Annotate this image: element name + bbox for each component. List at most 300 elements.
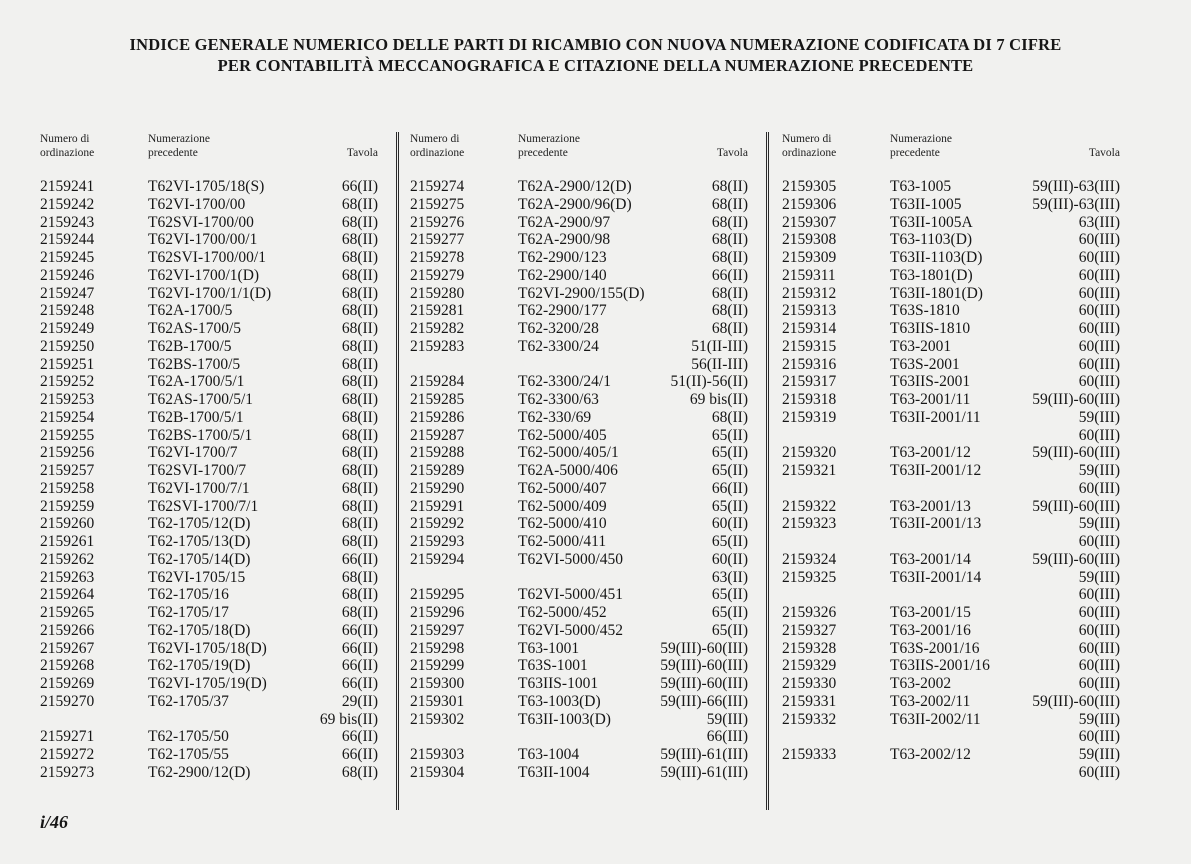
title-line-1: INDICE GENERALE NUMERICO DELLE PARTI DI RICAMBIO CON NUOVA NUMERAZIONE CODIFICATA DI 7 CIFRE: [129, 35, 1062, 54]
previous-number: T62SVI-1700/7: [148, 462, 247, 479]
order-number: 2159241: [40, 178, 95, 195]
tavola-ref: 59(III)-61(III): [660, 746, 748, 763]
table-row: [410, 569, 748, 587]
tavola-ref: 59(III)-60(III): [660, 675, 748, 692]
tavola-ref: 60(III): [1078, 586, 1120, 604]
table-row: [410, 231, 748, 249]
tavola-ref: 60(III): [1078, 373, 1120, 391]
tavola-ref: 66(II): [711, 266, 748, 284]
order-number: 2159267: [40, 639, 95, 657]
tavola-ref: 60(III): [1078, 479, 1120, 497]
table-row: [40, 302, 378, 320]
previous-number: T63IIS-1810: [890, 320, 971, 337]
tavola-ref: 59(III)-60(III): [660, 657, 748, 675]
previous-number: T63-2001/15: [890, 604, 971, 621]
order-number: 2159327: [782, 621, 837, 639]
table-row: [40, 693, 378, 711]
tavola-ref: 60(III): [1078, 675, 1120, 692]
tavola-ref: 59(III): [706, 710, 748, 728]
previous-number: T62A-2900/12(D): [518, 178, 632, 195]
header-tavola: Tavola: [1088, 147, 1120, 159]
tavola-ref: 68(II): [711, 320, 748, 337]
table-row: [410, 604, 748, 622]
order-number: 2159319: [782, 408, 837, 426]
order-number: 2159321: [782, 462, 837, 479]
order-number: 2159323: [782, 515, 837, 533]
order-number: 2159248: [40, 302, 95, 320]
previous-number: T62-1705/55: [148, 746, 229, 763]
table-row: [410, 356, 748, 374]
order-number: 2159259: [40, 497, 95, 515]
tavola-ref: 60(III): [1078, 302, 1120, 320]
tavola-ref: 59(III)-60(III): [1032, 550, 1120, 568]
tavola-ref: 60(III): [1078, 231, 1120, 249]
previous-number: T62B-1700/5/1: [148, 408, 244, 426]
tavola-ref: 69 bis(II): [689, 391, 748, 408]
previous-number: T62A-1700/5: [148, 302, 233, 320]
order-number: 2159331: [782, 692, 837, 710]
tavola-ref: 68(II): [711, 213, 748, 231]
order-number: 2159294: [410, 550, 465, 568]
previous-number: T63-1005: [890, 178, 952, 195]
tavola-ref: 68(II): [341, 320, 378, 337]
tavola-ref: 68(II): [341, 337, 378, 355]
order-number: 2159293: [410, 533, 465, 550]
tavola-ref: 65(II): [711, 462, 748, 479]
tavola-ref: 63(III): [1078, 213, 1120, 231]
tavola-ref: 68(II): [341, 586, 378, 604]
tavola-ref: 68(II): [711, 302, 748, 320]
table-row: [782, 551, 1120, 569]
order-number: 2159253: [40, 391, 95, 408]
previous-number: T63-2002/12: [890, 746, 971, 763]
tavola-ref: 60(III): [1078, 284, 1120, 302]
order-number: 2159330: [782, 675, 837, 692]
table-row: [410, 391, 748, 409]
order-number: 2159315: [782, 337, 837, 355]
previous-number: T63-1103(D): [890, 231, 973, 249]
order-number: 2159318: [782, 391, 837, 408]
tavola-ref: 68(II): [711, 231, 748, 249]
index-column-2: [410, 128, 748, 782]
tavola-ref: 68(II): [711, 249, 748, 266]
table-row: [782, 462, 1120, 480]
table-row: [782, 267, 1120, 285]
tavola-ref: 68(II): [341, 426, 378, 444]
previous-number: T63II-1103(D): [890, 249, 983, 266]
tavola-ref: 66(II): [711, 479, 748, 497]
table-row: [40, 569, 378, 587]
order-number: 2159304: [410, 763, 465, 781]
order-number: 2159251: [40, 355, 95, 373]
table-row: [782, 604, 1120, 622]
order-number: 2159332: [782, 710, 837, 728]
table-row: [40, 320, 378, 338]
order-number: 2159290: [410, 479, 465, 497]
order-number: 2159254: [40, 408, 95, 426]
tavola-ref: 65(II): [711, 586, 748, 604]
order-number: 2159305: [782, 178, 837, 195]
order-number: 2159281: [410, 302, 465, 320]
previous-number: T62-5000/411: [518, 533, 607, 550]
table-row: [410, 427, 748, 445]
tavola-ref: 59(III): [1078, 568, 1120, 586]
order-number: 2159333: [782, 746, 837, 763]
table-row: [782, 693, 1120, 711]
tavola-ref: 60(III): [1078, 639, 1120, 657]
table-row: [410, 196, 748, 214]
order-number: 2159262: [40, 550, 95, 568]
previous-number: T62VI-1700/00/1: [148, 231, 258, 249]
table-row: [782, 711, 1120, 729]
order-number: 2159285: [410, 391, 465, 408]
previous-number: T62VI-5000/451: [518, 586, 624, 604]
order-number: 2159250: [40, 337, 95, 355]
tavola-ref: 51(II-III): [691, 337, 748, 355]
tavola-ref: 68(II): [711, 178, 748, 195]
previous-number: T62VI-1700/1/1(D): [148, 284, 272, 302]
order-number: 2159302: [410, 710, 465, 728]
tavola-ref: 65(II): [711, 621, 748, 639]
table-row: [40, 214, 378, 232]
previous-number: T62-1705/14(D): [148, 550, 251, 568]
index-column-3: [782, 128, 1120, 782]
order-number: 2159255: [40, 426, 95, 444]
table-row: [782, 622, 1120, 640]
tavola-ref: 63(II): [711, 568, 748, 586]
table-row: [782, 498, 1120, 516]
order-number: 2159258: [40, 479, 95, 497]
previous-number: T63IIS-2001: [890, 373, 971, 391]
tavola-ref: 59(III)-60(III): [1032, 497, 1120, 515]
previous-number: T62SVI-1700/00: [148, 213, 254, 231]
table-row: [40, 640, 378, 658]
header-tavola: Tavola: [346, 147, 378, 159]
table-row: [410, 444, 748, 462]
table-row: [410, 746, 748, 764]
previous-number: T62-1705/50: [148, 728, 229, 746]
order-number: 2159246: [40, 266, 95, 284]
tavola-ref: 60(III): [1078, 355, 1120, 373]
order-number: 2159278: [410, 249, 465, 266]
order-number: 2159279: [410, 266, 465, 284]
previous-number: T63-1004: [518, 746, 580, 763]
tavola-ref: 68(II): [341, 462, 378, 479]
order-number: 2159284: [410, 373, 465, 391]
table-row: [410, 586, 748, 604]
tavola-ref: 51(II)-56(II): [670, 373, 748, 391]
tavola-ref: 60(II): [711, 550, 748, 568]
previous-number: T62-5000/410: [518, 515, 607, 533]
table-row: [40, 711, 378, 729]
previous-number: T63II-2001/12: [890, 462, 982, 479]
table-row: [40, 409, 378, 427]
previous-number: T62VI-1705/18(D): [148, 639, 267, 657]
table-row: [410, 409, 748, 427]
header-numero: Numero di ordinazione: [40, 133, 95, 159]
tavola-ref: 68(II): [341, 266, 378, 284]
previous-number: T63II-2002/11: [890, 710, 981, 728]
tavola-ref: 66(II): [341, 621, 378, 639]
table-row: [40, 515, 378, 533]
order-number: 2159261: [40, 533, 95, 550]
previous-number: T63-2002: [890, 675, 952, 692]
table-row: [782, 427, 1120, 445]
table-row: [40, 498, 378, 516]
table-row: [782, 746, 1120, 764]
tavola-ref: 59(III)-63(III): [1032, 178, 1120, 195]
tavola-ref: 68(II): [341, 231, 378, 249]
table-row: [410, 657, 748, 675]
table-row: [40, 356, 378, 374]
tavola-ref: 69 bis(II): [319, 710, 378, 728]
tavola-ref: 65(II): [711, 533, 748, 550]
table-row: [40, 551, 378, 569]
table-row: [782, 214, 1120, 232]
previous-number: T62SVI-1700/00/1: [148, 249, 266, 266]
previous-number: T63-2001/13: [890, 497, 971, 515]
table-row: [410, 338, 748, 356]
table-row: [410, 728, 748, 746]
table-row: [782, 231, 1120, 249]
previous-number: T63-2001/12: [890, 444, 971, 462]
page-title: [0, 34, 1191, 76]
table-row: [40, 480, 378, 498]
tavola-ref: 59(III): [1078, 408, 1120, 426]
order-number: 2159326: [782, 604, 837, 621]
tavola-ref: 68(II): [341, 391, 378, 408]
header-tavola: Tavola: [716, 147, 748, 159]
tavola-ref: 68(II): [341, 533, 378, 550]
order-number: 2159307: [782, 213, 837, 231]
order-number: 2159328: [782, 639, 837, 657]
table-row: [782, 320, 1120, 338]
order-number: 2159280: [410, 284, 465, 302]
rows: [40, 178, 378, 782]
previous-number: T63S-2001: [890, 355, 960, 373]
previous-number: T63II-2001/11: [890, 408, 981, 426]
previous-number: T62BS-1700/5: [148, 355, 241, 373]
order-number: 2159322: [782, 497, 837, 515]
table-row: [40, 249, 378, 267]
tavola-ref: 59(III)-60(III): [660, 639, 748, 657]
tavola-ref: 59(III)-60(III): [1032, 692, 1120, 710]
table-row: [410, 373, 748, 391]
previous-number: T63II-1005A: [890, 213, 973, 231]
table-row: [782, 302, 1120, 320]
header-numero: Numero di ordinazione: [782, 133, 837, 159]
previous-number: T62A-2900/98: [518, 231, 611, 249]
tavola-ref: 60(III): [1078, 337, 1120, 355]
previous-number: T62AS-1700/5: [148, 320, 241, 337]
tavola-ref: 60(III): [1078, 621, 1120, 639]
tavola-ref: 66(II): [341, 728, 378, 746]
table-row: [410, 320, 748, 338]
table-row: [782, 569, 1120, 587]
previous-number: T62-5000/407: [518, 479, 607, 497]
order-number: 2159312: [782, 284, 837, 302]
previous-number: T63II-1005: [890, 195, 962, 213]
previous-number: T62-2900/140: [518, 266, 607, 284]
tavola-ref: 59(III)-60(III): [1032, 444, 1120, 462]
previous-number: T63II-2001/14: [890, 568, 982, 586]
tavola-ref: 60(III): [1078, 320, 1120, 337]
order-number: 2159299: [410, 657, 465, 675]
table-row: [40, 604, 378, 622]
table-row: [410, 249, 748, 267]
tavola-ref: 68(II): [711, 195, 748, 213]
order-number: 2159256: [40, 444, 95, 462]
table-row: [410, 764, 748, 782]
previous-number: T63IIS-2001/16: [890, 657, 990, 675]
tavola-ref: 60(III): [1078, 266, 1120, 284]
previous-number: T63S-1001: [518, 657, 588, 675]
previous-number: T62-3200/28: [518, 320, 599, 337]
tavola-ref: 59(III): [1078, 515, 1120, 533]
table-row: [40, 373, 378, 391]
previous-number: T62VI-1705/19(D): [148, 675, 267, 692]
order-number: 2159242: [40, 195, 95, 213]
order-number: 2159265: [40, 604, 95, 621]
order-number: 2159249: [40, 320, 95, 337]
table-row: [40, 444, 378, 462]
order-number: 2159325: [782, 568, 837, 586]
table-row: [410, 551, 748, 569]
table-row: [410, 178, 748, 196]
table-row: [40, 675, 378, 693]
previous-number: T62VI-1700/1(D): [148, 266, 260, 284]
previous-number: T63II-1004: [518, 763, 590, 781]
previous-number: T62-3300/24: [518, 337, 599, 355]
previous-number: T62-1705/13(D): [148, 533, 251, 550]
tavola-ref: 65(II): [711, 444, 748, 462]
header-numero: Numero di ordinazione: [410, 133, 465, 159]
table-row: [40, 622, 378, 640]
tavola-ref: 66(II): [341, 675, 378, 692]
order-number: 2159289: [410, 462, 465, 479]
order-number: 2159263: [40, 568, 95, 586]
previous-number: T62VI-2900/155(D): [518, 284, 645, 302]
table-row: [782, 657, 1120, 675]
tavola-ref: 59(III): [1078, 710, 1120, 728]
order-number: 2159243: [40, 213, 95, 231]
tavola-ref: 66(III): [706, 728, 748, 746]
previous-number: T62-5000/452: [518, 604, 607, 621]
order-number: 2159268: [40, 657, 95, 675]
order-number: 2159317: [782, 373, 837, 391]
previous-number: T62-3300/63: [518, 391, 599, 408]
order-number: 2159314: [782, 320, 837, 337]
previous-number: T63IIS-1001: [518, 675, 599, 692]
previous-number: T63-2001: [890, 337, 952, 355]
previous-number: T62A-5000/406: [518, 462, 618, 479]
tavola-ref: 60(III): [1078, 426, 1120, 444]
table-row: [40, 231, 378, 249]
order-number: 2159271: [40, 728, 95, 746]
table-row: [782, 178, 1120, 196]
previous-number: T63-1801(D): [890, 266, 973, 284]
order-number: 2159260: [40, 515, 95, 533]
tavola-ref: 65(II): [711, 497, 748, 515]
tavola-ref: 59(III)-63(III): [1032, 195, 1120, 213]
table-row: [40, 462, 378, 480]
tavola-ref: 68(II): [341, 408, 378, 426]
previous-number: T62A-2900/97: [518, 213, 611, 231]
tavola-ref: 59(III)-66(III): [660, 692, 748, 710]
previous-number: T63S-2001/16: [890, 639, 980, 657]
order-number: 2159273: [40, 763, 95, 781]
table-row: [40, 586, 378, 604]
previous-number: T62VI-1700/7/1: [148, 479, 250, 497]
tavola-ref: 68(II): [341, 373, 378, 391]
header-precedente: Numerazione precedente: [148, 133, 210, 159]
order-number: 2159276: [410, 213, 465, 231]
tavola-ref: 60(III): [1078, 533, 1120, 550]
order-number: 2159320: [782, 444, 837, 462]
tavola-ref: 68(II): [341, 479, 378, 497]
tavola-ref: 65(II): [711, 426, 748, 444]
table-row: [410, 267, 748, 285]
previous-number: T62-1705/18(D): [148, 621, 251, 639]
order-number: 2159257: [40, 462, 95, 479]
tavola-ref: 59(III)-61(III): [660, 763, 748, 781]
table-row: [782, 515, 1120, 533]
table-row: [782, 285, 1120, 303]
order-number: 2159252: [40, 373, 95, 391]
tavola-ref: 68(II): [341, 195, 378, 213]
order-number: 2159272: [40, 746, 95, 763]
table-row: [410, 515, 748, 533]
tavola-ref: 68(II): [341, 284, 378, 302]
previous-number: T62-5000/405/1: [518, 444, 619, 462]
tavola-ref: 68(II): [341, 604, 378, 621]
previous-number: T63S-1810: [890, 302, 960, 320]
tavola-ref: 68(II): [341, 249, 378, 266]
rows: [782, 178, 1120, 782]
table-row: [410, 285, 748, 303]
table-row: [782, 409, 1120, 427]
previous-number: T62-5000/409: [518, 497, 607, 515]
header-precedente: Numerazione precedente: [890, 133, 952, 159]
previous-number: T62VI-5000/452: [518, 621, 624, 639]
tavola-ref: 59(III): [1078, 462, 1120, 479]
previous-number: T63II-2001/13: [890, 515, 982, 533]
tavola-ref: 66(II): [341, 550, 378, 568]
tavola-ref: 29(II): [341, 692, 378, 710]
tavola-ref: 66(II): [341, 178, 378, 195]
order-number: 2159269: [40, 675, 95, 692]
table-row: [40, 391, 378, 409]
order-number: 2159282: [410, 320, 465, 337]
table-row: [40, 533, 378, 551]
previous-number: T62B-1700/5: [148, 337, 232, 355]
page-number: i/46: [40, 812, 69, 832]
index-column-1: [40, 128, 378, 782]
order-number: 2159296: [410, 604, 465, 621]
table-row: [410, 302, 748, 320]
table-row: [410, 480, 748, 498]
tavola-ref: 68(II): [341, 213, 378, 231]
order-number: 2159311: [782, 266, 836, 284]
column-header: [782, 128, 1120, 178]
table-row: [782, 533, 1120, 551]
tavola-ref: 68(II): [341, 302, 378, 320]
table-row: [782, 640, 1120, 658]
table-row: [40, 178, 378, 196]
header-precedente: Numerazione precedente: [518, 133, 580, 159]
previous-number: T62-3300/24/1: [518, 373, 611, 391]
order-number: 2159286: [410, 408, 465, 426]
